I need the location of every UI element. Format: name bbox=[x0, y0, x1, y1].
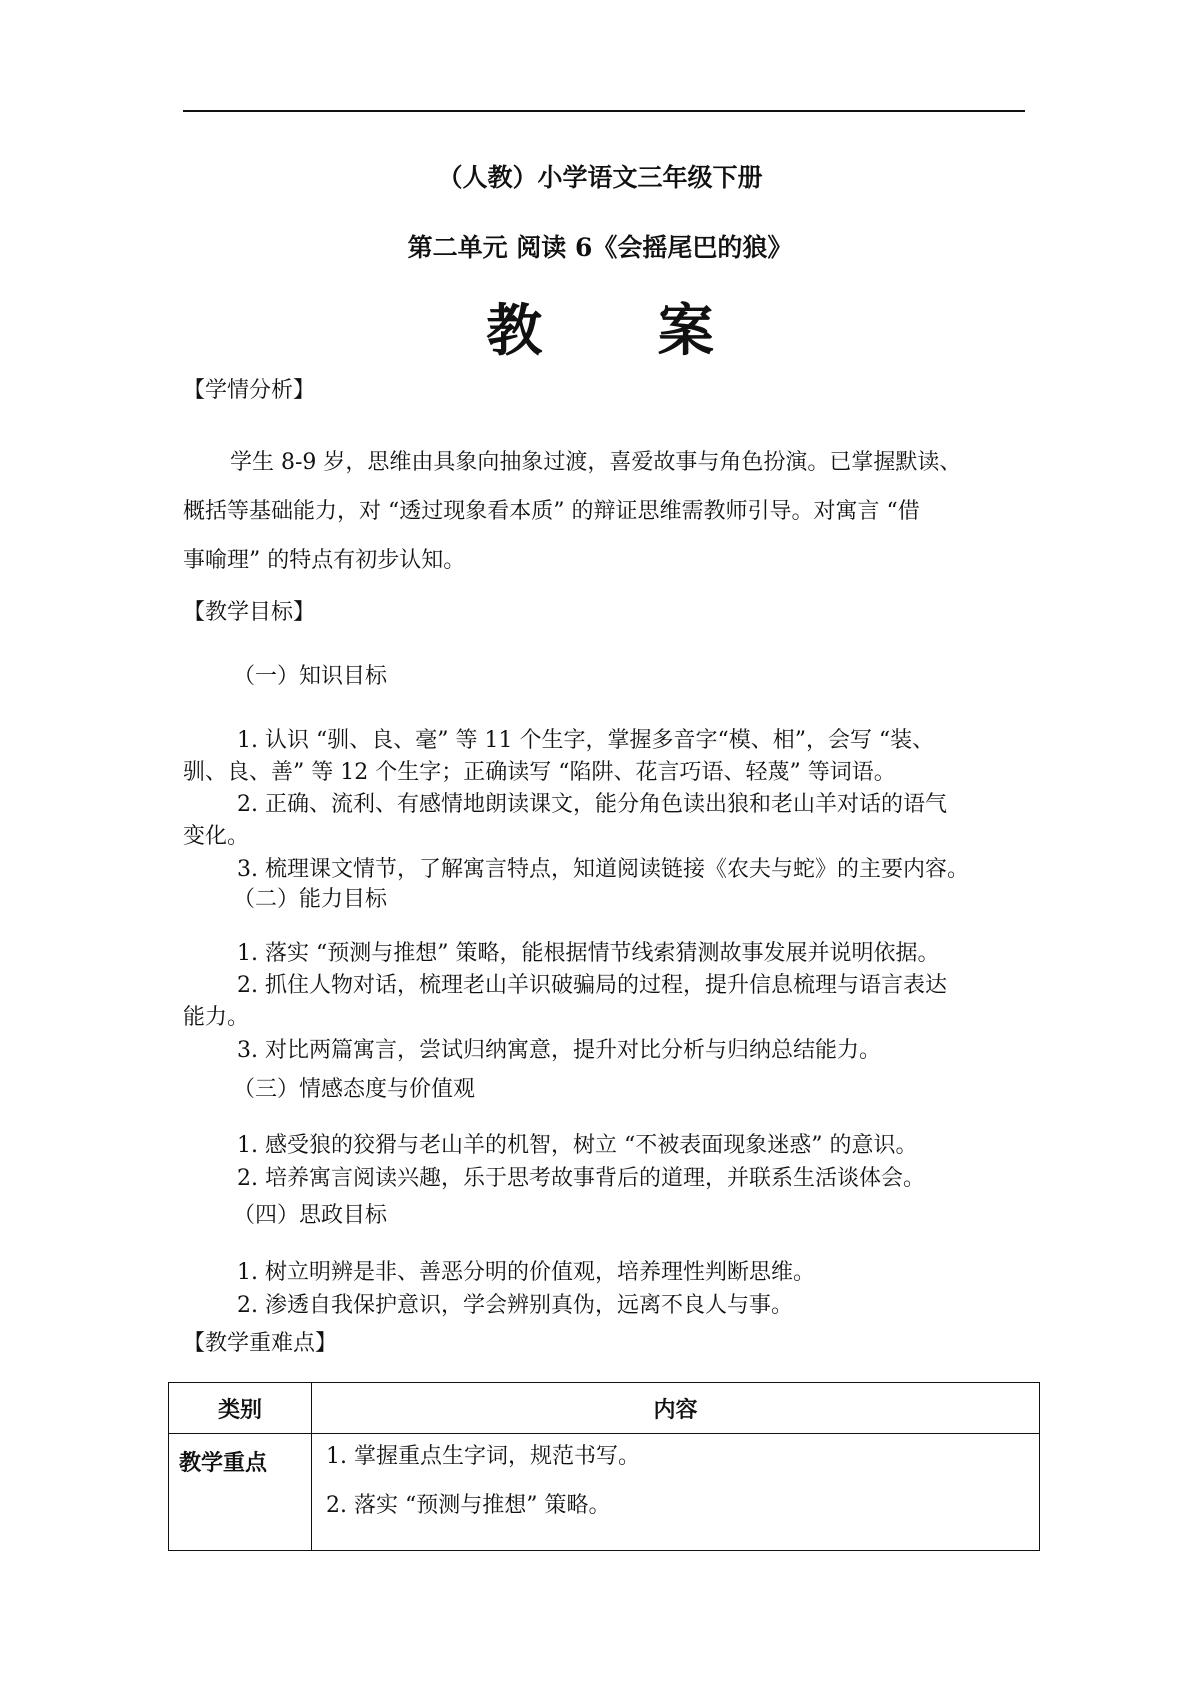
table-header-row bbox=[169, 1383, 1040, 1434]
emotion-goal-line: 2. 培养寓言阅读兴趣，乐于思考故事背后的道理，并联系生活谈体会。 bbox=[237, 1166, 925, 1191]
key-points-heading: 【教学重难点】 bbox=[183, 1331, 338, 1356]
emotion-goal-title: （三）情感态度与价值观 bbox=[233, 1077, 476, 1102]
analysis-line: 学生 8-9 岁，思维由具象向抽象过渡，喜爱故事与角色扮演。已掌握默读、 bbox=[230, 450, 962, 475]
ability-goal-line: 2. 抓住人物对话，梳理老山羊识破骗局的过程，提升信息梳理与语言表达 bbox=[237, 973, 947, 998]
table-cell-content bbox=[312, 1434, 1040, 1551]
goals-heading: 【教学目标】 bbox=[183, 600, 316, 625]
table-cell-category: 教学重点 bbox=[169, 1434, 312, 1551]
knowledge-goal-line: 3. 梳理课文情节，了解寓言特点，知道阅读链接《农夫与蛇》的主要内容。 bbox=[237, 857, 969, 882]
key-points-table bbox=[168, 1382, 1040, 1551]
knowledge-goal-line: 变化。 bbox=[183, 824, 250, 849]
ability-goal-line: 1. 落实 “预测与推想” 策略，能根据情节线索猜测故事发展并说明依据。 bbox=[237, 941, 940, 966]
analysis-heading: 【学情分析】 bbox=[183, 378, 316, 403]
knowledge-goal-title: （一）知识目标 bbox=[233, 664, 388, 689]
ideology-goal-line: 2. 渗透自我保护意识，学会辨别真伪，远离不良人与事。 bbox=[237, 1293, 793, 1318]
ability-goal-title: （二）能力目标 bbox=[233, 887, 388, 912]
table-row bbox=[169, 1434, 1040, 1551]
analysis-line: 事喻理” 的特点有初步认知。 bbox=[183, 548, 466, 573]
ideology-goal-line: 1. 树立明辨是非、善恶分明的价值观，培养理性判断思维。 bbox=[237, 1260, 815, 1285]
table-header-content: 内容 bbox=[312, 1383, 1040, 1434]
lesson-title: 第二单元 阅读 6《会摇尾巴的狼》 bbox=[407, 233, 793, 262]
top-rule bbox=[183, 110, 1025, 112]
key-point-item: 1. 掌握重点生字词，规范书写。 bbox=[326, 1444, 640, 1469]
knowledge-goal-line: 驯、良、善” 等 12 个生字；正确读写 “陷阱、花言巧语、轻蔑” 等词语。 bbox=[183, 760, 896, 785]
key-point-item: 2. 落实 “预测与推想” 策略。 bbox=[326, 1493, 611, 1518]
knowledge-goal-line: 2. 正确、流利、有感情地朗读课文，能分角色读出狼和老山羊对话的语气 bbox=[237, 792, 947, 817]
series-title: （人教）小学语文三年级下册 bbox=[437, 163, 763, 192]
doc-type-title: 教 案 bbox=[486, 298, 762, 364]
ideology-goal-title: （四）思政目标 bbox=[233, 1203, 388, 1228]
ability-goal-line: 能力。 bbox=[183, 1005, 250, 1030]
ability-goal-line: 3. 对比两篇寓言，尝试归纳寓意，提升对比分析与归纳总结能力。 bbox=[237, 1038, 881, 1063]
knowledge-goal-line: 1. 认识 “驯、良、毫” 等 11 个生字，掌握多音字“模、相”，会写 “装、 bbox=[237, 728, 935, 753]
analysis-line: 概括等基础能力，对 “透过现象看本质” 的辩证思维需教师引导。对寓言 “借 bbox=[183, 499, 920, 524]
table-header-category: 类别 bbox=[169, 1383, 312, 1434]
emotion-goal-line: 1. 感受狼的狡猾与老山羊的机智，树立 “不被表面现象迷惑” 的意识。 bbox=[237, 1133, 918, 1158]
